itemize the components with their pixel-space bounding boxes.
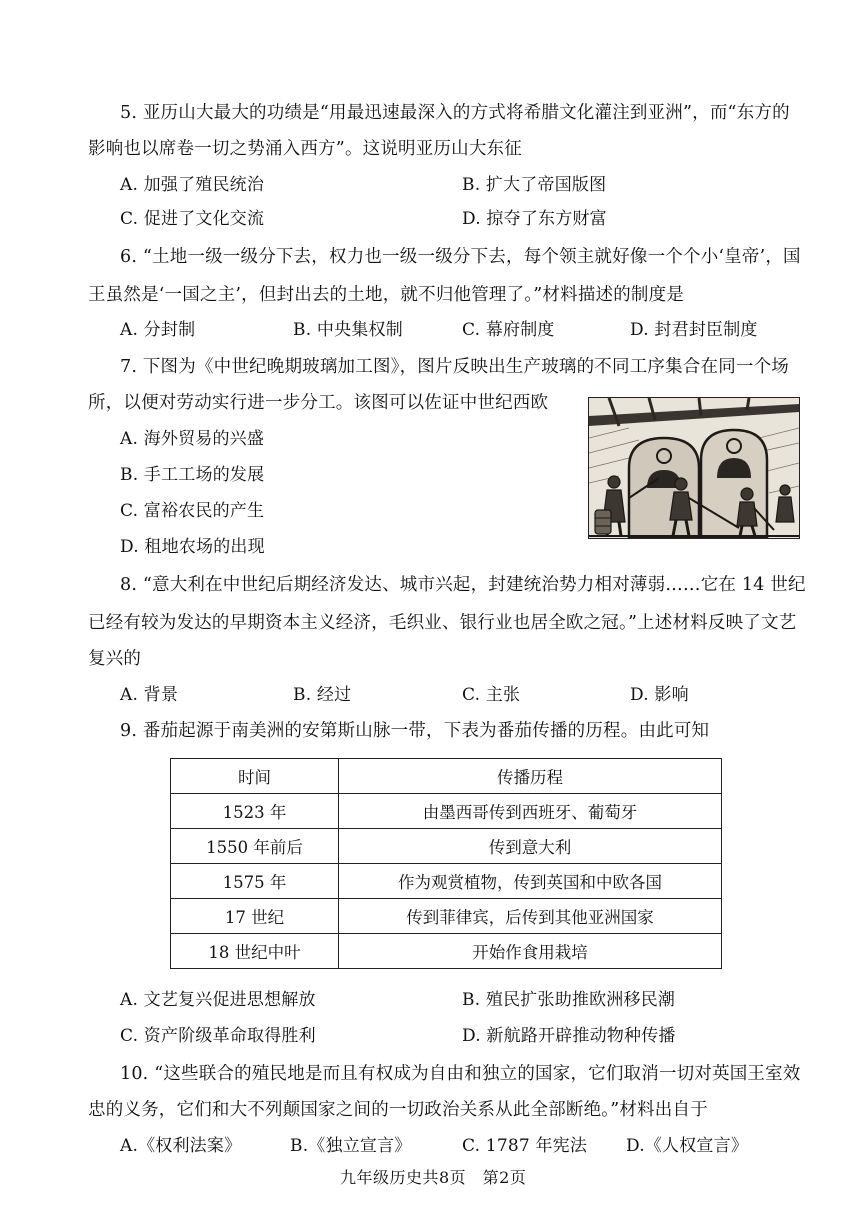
- q10-stem-line1: 10. “这些联合的殖民地是而且有权成为自由和独立的国家，它们取消一切对英国王室效: [120, 1064, 801, 1084]
- q8-option-d: D. 影响: [630, 685, 689, 705]
- q5-stem-line1: 5. 亚历山大最大的功绩是“用最迅速最深入的方式将希腊文化灌注到亚洲”，而“东方的: [120, 103, 790, 123]
- q5-option-b: B. 扩大了帝国版图: [462, 175, 607, 195]
- q10-option-d: D.《人权宣言》: [626, 1136, 749, 1156]
- q9-stem-line1: 9. 番茄起源于南美洲的安第斯山脉一带，下表为番茄传播的历程。由此可知: [120, 721, 710, 741]
- q7-stem-line2: 所，以便对劳动实行进一步分工。该图可以佐证中世纪西欧: [88, 393, 549, 413]
- table-row: [171, 899, 722, 934]
- q6-option-d: D. 封君封臣制度: [630, 320, 758, 340]
- q10-option-c: C. 1787 年宪法: [462, 1136, 588, 1156]
- table-header-history: 传播历程: [339, 759, 722, 794]
- q5-stem-line2: 影响也以席卷一切之势涌入西方”。这说明亚历山大东征: [88, 139, 522, 159]
- q7-option-c: C. 富裕农民的产生: [120, 501, 265, 521]
- q10-option-b: B.《独立宣言》: [290, 1136, 412, 1156]
- page-footer: 九年级历史共8页 第2页: [340, 1168, 527, 1187]
- q9-option-d: D. 新航路开辟推动物种传播: [462, 1026, 676, 1046]
- table-cell-history: 作为观赏植物，传到英国和中欧各国: [339, 864, 722, 899]
- q8-stem-line1: 8. “意大利在中世纪后期经济发达、城市兴起，封建统治势力相对薄弱……它在 14 世纪: [120, 575, 806, 595]
- q6-option-b: B. 中央集权制: [293, 320, 403, 340]
- q5-option-c: C. 促进了文化交流: [120, 209, 265, 229]
- q9-option-c: C. 资产阶级革命取得胜利: [120, 1026, 316, 1046]
- q8-option-a: A. 背景: [120, 685, 179, 705]
- q9-option-a: A. 文艺复兴促进思想解放: [120, 990, 316, 1010]
- table-header-row: [171, 759, 722, 794]
- table-cell-history: 由墨西哥传到西班牙、葡萄牙: [339, 794, 722, 829]
- q8-stem-line3: 复兴的: [88, 649, 142, 669]
- table-row: [171, 934, 722, 969]
- q7-option-a: A. 海外贸易的兴盛: [120, 429, 265, 449]
- q5-option-a: A. 加强了殖民统治: [120, 175, 265, 195]
- table-row: [171, 864, 722, 899]
- table-cell-time: 1575 年: [171, 864, 339, 899]
- q5-option-d: D. 掠夺了东方财富: [462, 209, 607, 229]
- q7-option-b: B. 手工工场的发展: [120, 465, 265, 485]
- q8-option-c: C. 主张: [462, 685, 521, 705]
- q6-stem-line2: 王虽然是‘一国之主’，但封出去的土地，就不归他管理了。”材料描述的制度是: [88, 285, 685, 305]
- table-cell-history: 开始作食用栽培: [339, 934, 722, 969]
- table-cell-time: 1523 年: [171, 794, 339, 829]
- tomato-spread-table: [170, 758, 722, 969]
- q6-option-a: A. 分封制: [120, 320, 196, 340]
- table-row: [171, 829, 722, 864]
- q10-option-a: A.《权利法案》: [120, 1136, 242, 1156]
- glass-workshop-illustration: [588, 397, 800, 539]
- table-cell-history: 传到意大利: [339, 829, 722, 864]
- table-cell-time: 1550 年前后: [171, 829, 339, 864]
- q8-stem-line2: 已经有较为发达的早期资本主义经济，毛织业、银行业也居全欧之冠。”上述材料反映了文艺: [88, 613, 797, 633]
- q7-option-d: D. 租地农场的出现: [120, 537, 265, 557]
- table-row: [171, 794, 722, 829]
- q6-stem-line1: 6. “土地一级一级分下去，权力也一级一级分下去，每个领主就好像一个个小‘皇帝’，国: [120, 247, 801, 267]
- q8-option-b: B. 经过: [293, 685, 352, 705]
- q10-stem-line2: 忠的义务，它们和大不列颠国家之间的一切政治关系从此全部断绝。”材料出自于: [88, 1100, 708, 1120]
- table-header-time: 时间: [171, 759, 339, 794]
- q6-option-c: C. 幕府制度: [462, 320, 555, 340]
- table-cell-time: 18 世纪中叶: [171, 934, 339, 969]
- q7-stem-line1: 7. 下图为《中世纪晚期玻璃加工图》，图片反映出生产玻璃的不同工序集合在同一个场: [120, 357, 790, 377]
- q9-option-b: B. 殖民扩张助推欧洲移民潮: [462, 990, 676, 1010]
- table-cell-time: 17 世纪: [171, 899, 339, 934]
- table-cell-history: 传到菲律宾，后传到其他亚洲国家: [339, 899, 722, 934]
